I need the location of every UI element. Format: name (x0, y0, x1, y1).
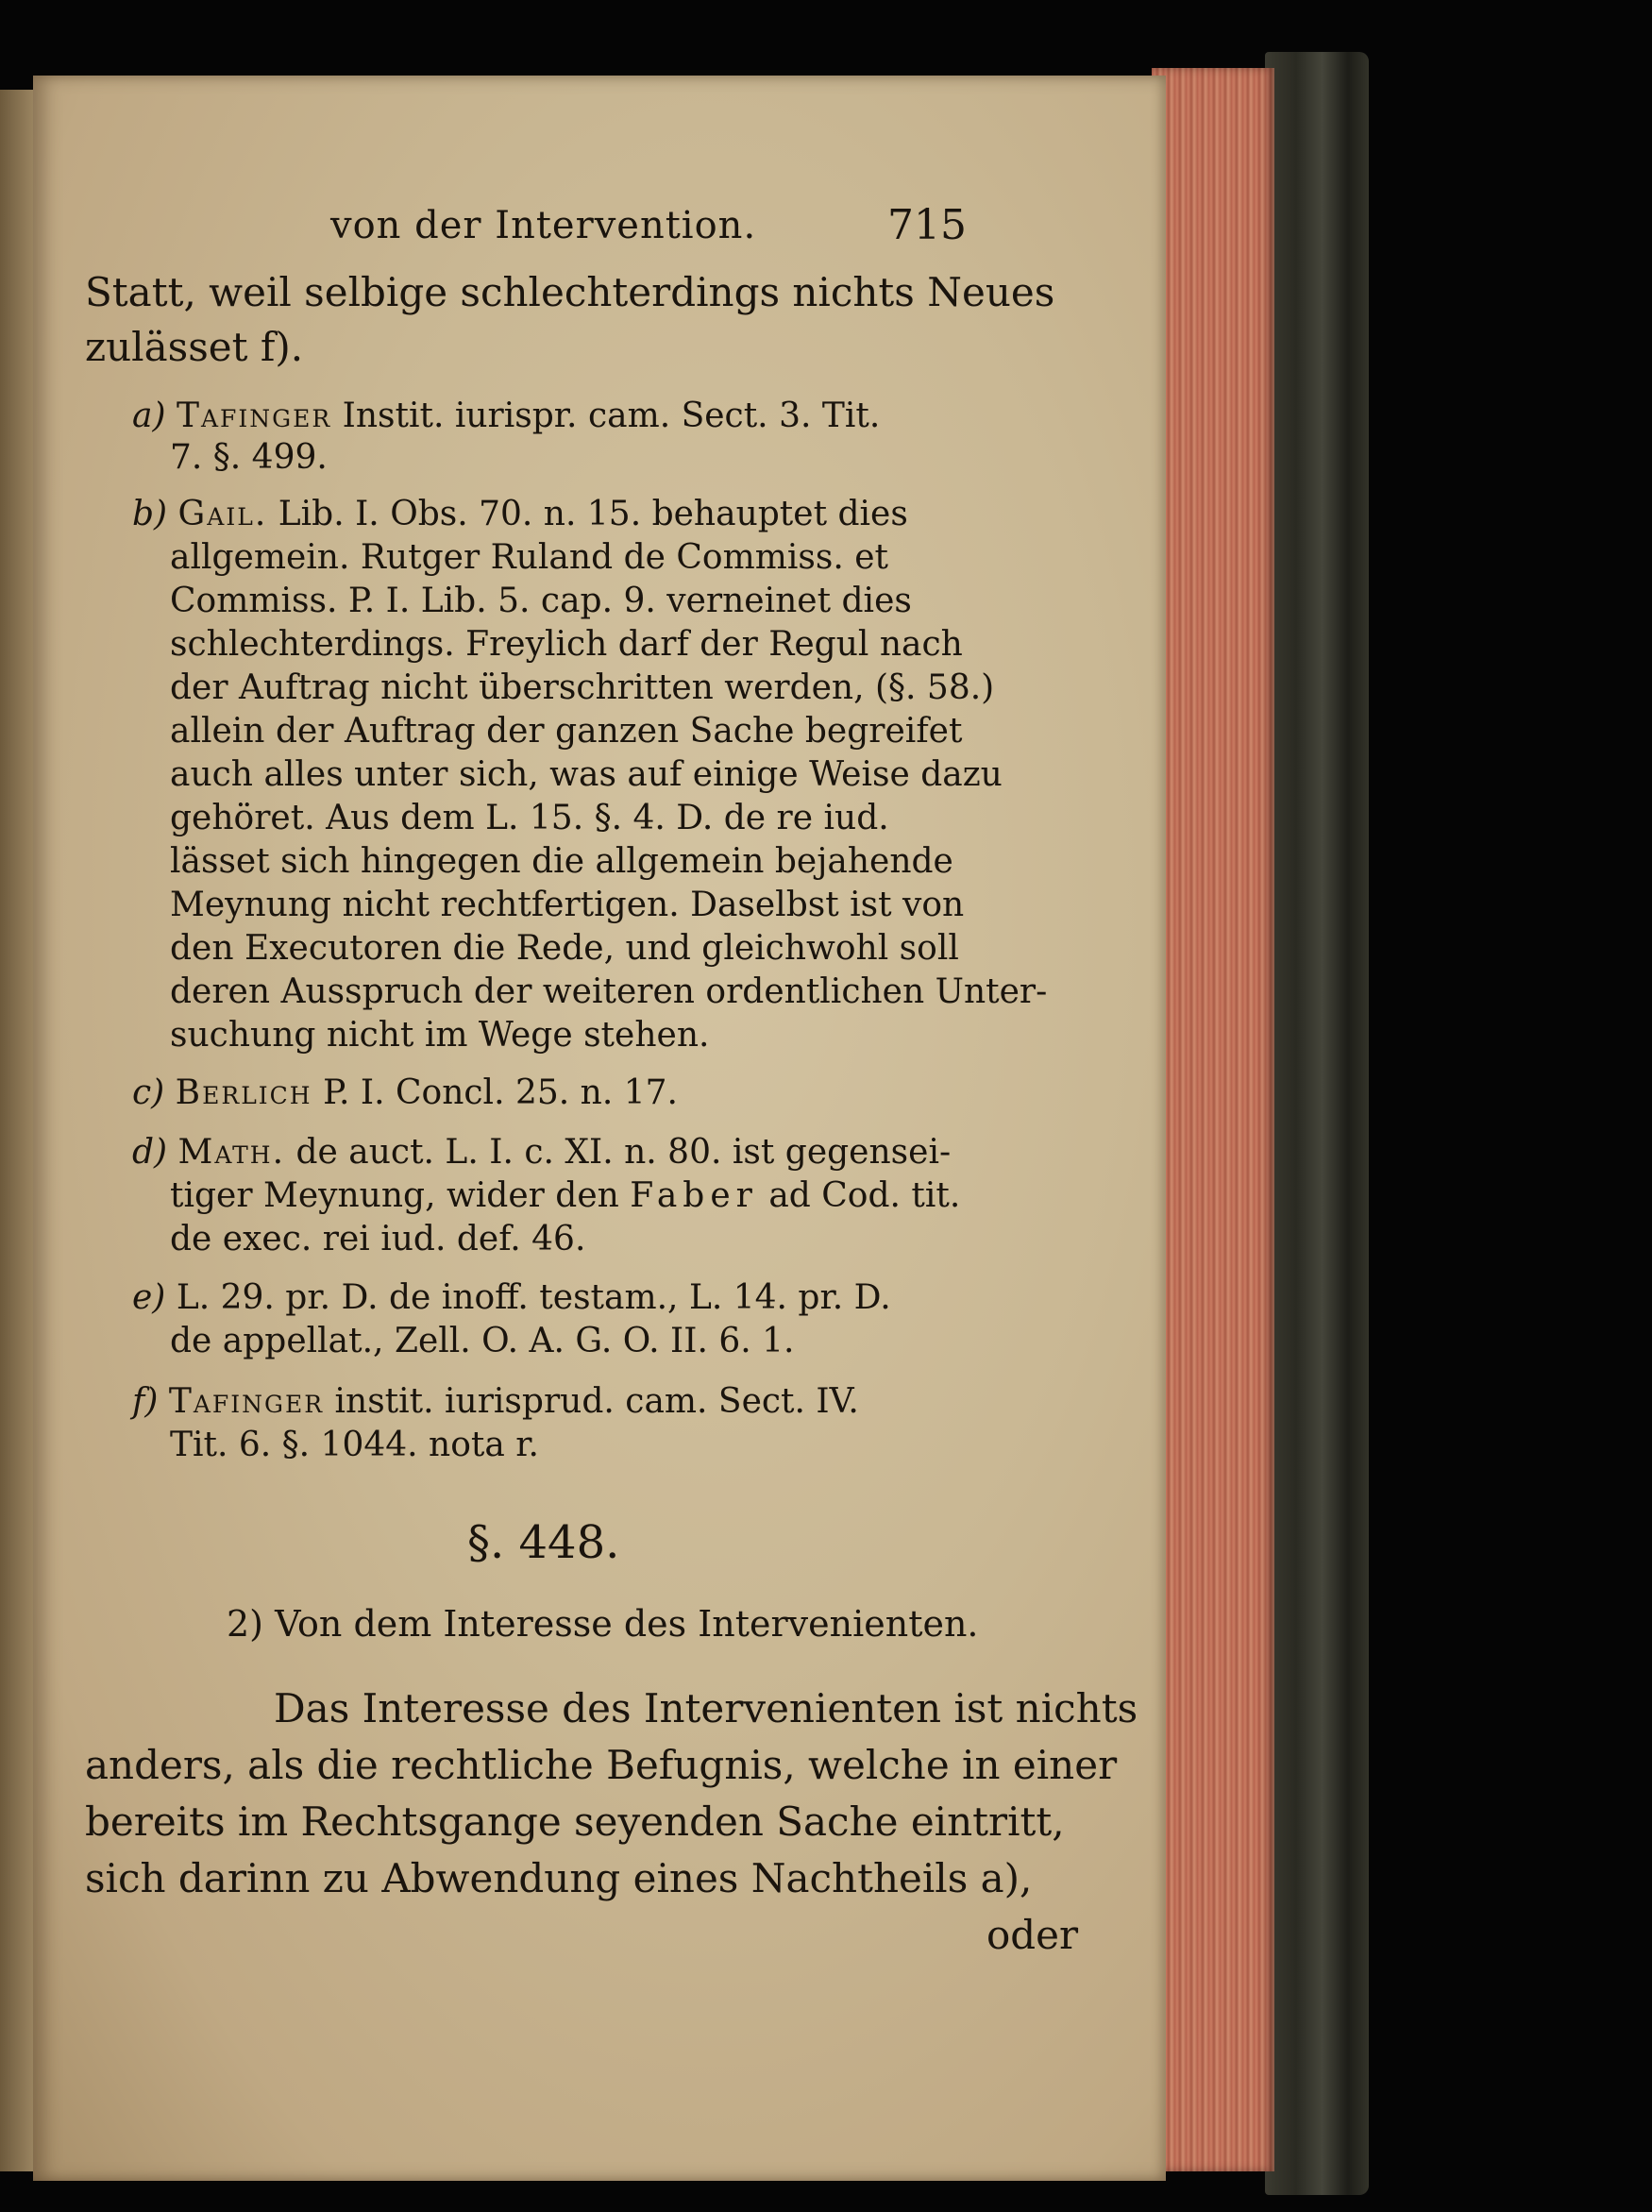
footnote-author: Faber (630, 1176, 758, 1215)
book-cover-edge (1265, 52, 1369, 2195)
section-number: §. 448. (467, 1516, 620, 1569)
footnote-b-line: gehöret. Aus dem L. 15. §. 4. D. de re iud. (170, 799, 889, 837)
footnote-b-line: den Executoren die Rede, und gleichwohl soll (170, 929, 959, 968)
footnote-d-line-3: de exec. rei iud. def. 46. (170, 1220, 586, 1258)
footnote-b-line: deren Ausspruch der weiteren ordentlichen Unter- (170, 972, 1048, 1011)
footnote-b-line: Meynung nicht rechtfertigen. Daselbst ist von (170, 886, 965, 924)
footnote-b-line: Commiss. P. I. Lib. 5. cap. 9. verneinet dies (170, 582, 912, 620)
section-subtitle: 2) Von dem Interesse des Intervenienten. (227, 1603, 979, 1645)
page-number: 715 (887, 201, 967, 249)
previous-page-edge (0, 90, 36, 2171)
book-page (33, 76, 1166, 2181)
footnote-b-line: suchung nicht im Wege stehen. (170, 1016, 710, 1055)
page-fore-edge (1152, 68, 1274, 2171)
footnote-text: L. 29. pr. D. de inoff. testam., L. 14. pr. D. (176, 1278, 891, 1317)
continuation-line-2: zulässet f). (85, 324, 304, 370)
footnote-e (132, 1276, 891, 1320)
footnote-author: Berlich (175, 1073, 312, 1112)
catchword: oder (986, 1912, 1079, 1958)
footnote-author: Tafinger (168, 1382, 325, 1421)
footnote-c (132, 1072, 678, 1115)
footnote-text: Instit. iurispr. cam. Sect. 3. Tit. (342, 397, 881, 435)
footnote-label: e) (132, 1278, 166, 1317)
footnote-label: c) (132, 1073, 165, 1112)
footnote-label: f) (132, 1382, 159, 1421)
paragraph-line: sich darinn zu Abwendung eines Nachtheils a), (85, 1855, 1033, 1901)
footnote-b-line: allein der Auftrag der ganzen Sache begreifet (170, 712, 963, 751)
footnote-b-line: schlechterdings. Freylich darf der Regul nach (170, 625, 963, 664)
footnote-text: ad Cod. tit. (768, 1176, 961, 1215)
footnote-b-line: lässet sich hingegen die allgemein bejahende (170, 842, 953, 881)
footnote-a (132, 395, 880, 438)
paragraph-line: bereits im Rechtsgange seyenden Sache eintritt, (85, 1798, 1065, 1845)
running-title: von der Intervention. (330, 204, 757, 247)
footnote-text: instit. iurisprud. cam. Sect. IV. (334, 1382, 859, 1421)
footnote-b (132, 493, 908, 536)
footnote-e-line-2: de appellat., Zell. O. A. G. O. II. 6. 1. (170, 1322, 795, 1360)
footnote-text: de auct. L. I. c. XI. n. 80. ist gegensei- (295, 1133, 952, 1172)
footnote-label: b) (132, 495, 168, 533)
footnote-text: P. I. Concl. 25. n. 17. (323, 1073, 678, 1112)
footnote-label: a) (132, 397, 166, 435)
footnote-b-line: der Auftrag nicht überschritten werden, (§. 58.) (170, 668, 995, 707)
footnote-f (132, 1380, 859, 1424)
footnote-author: Math. (177, 1133, 286, 1172)
footnote-text: Lib. I. Obs. 70. n. 15. behauptet dies (278, 495, 908, 533)
footnote-text: tiger Meynung, wider den (170, 1176, 619, 1215)
footnote-a-line-2: 7. §. 499. (170, 438, 328, 477)
continuation-line-1: Statt, weil selbige schlechterdings nichts Neues (85, 269, 1055, 315)
footnote-d-line-2 (170, 1174, 960, 1218)
paragraph-line: anders, als die rechtliche Befugnis, welche in einer (85, 1742, 1118, 1788)
paragraph-line: Das Interesse des Intervenienten ist nichts (274, 1685, 1138, 1731)
footnote-author: Gail. (177, 495, 268, 533)
footnote-author: Tafinger (176, 397, 332, 435)
footnote-b-line: auch alles unter sich, was auf einige Weise dazu (170, 755, 1003, 794)
footnote-label: d) (132, 1133, 168, 1172)
footnote-b-line: allgemein. Rutger Ruland de Commiss. et (170, 538, 888, 577)
footnote-f-line-2: Tit. 6. §. 1044. nota r. (170, 1426, 539, 1464)
footnote-d (132, 1131, 951, 1174)
